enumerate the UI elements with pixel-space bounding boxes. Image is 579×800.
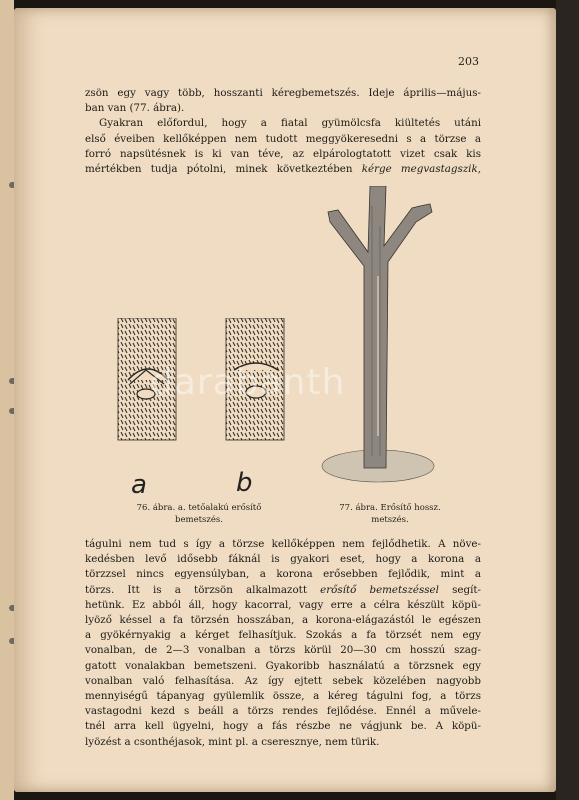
- caption-line: bemetszés.: [175, 515, 223, 525]
- text-line: zsön egy vagy több, hosszanti kéregbemetszés. Ideje április—május-: [85, 87, 481, 99]
- text-line: kedésben levő idősebb fáknál is gyakori eset, hogy a korona a: [85, 553, 481, 566]
- figure-77-caption: [320, 502, 460, 526]
- text-line: Gyakran előfordul, hogy a fiatal gyümölcsfa kiültetés utáni: [99, 117, 481, 130]
- book-edge: [556, 0, 579, 800]
- text-line: [85, 583, 481, 598]
- figure-label-a: a: [131, 470, 147, 500]
- caption-line: 76. ábra. a. tetőalakú erősítő: [136, 503, 262, 513]
- caption-line: 77. ábra. Erősítő hossz.: [339, 503, 441, 513]
- text-line: törzzsel nincs egyensúlyban, a korona erősebben fejlődik, mint a: [85, 568, 481, 581]
- text-line: hetünk. Ez abból áll, hogy kacorral, vagy erre a célra készült köpü-: [85, 598, 481, 611]
- italic-phrase: kérge megvastagszik,: [361, 163, 481, 176]
- text-line: vastagodni kezd s beáll a törzs rendes fejlődése. Ennél a művele-: [85, 705, 481, 718]
- text-line: forró napsütésnek is ki van téve, az elpárologtatott vizet csak kis: [85, 147, 481, 160]
- text-line: tnél arra kell ügyelni, hogy a fás részbe ne vágjunk be. A köpü-: [85, 720, 481, 733]
- figure-76-caption: [114, 502, 284, 526]
- text-line: gatott vonalakban bemetszeni. Gyakoribb használatú a törzsnek egy: [85, 659, 481, 672]
- text-line: lyöző késsel a fa törzsén hosszában, a korona-elágazástól le egészen: [85, 614, 481, 627]
- figure-77-tree-illustration: [320, 186, 450, 492]
- top-paragraph: [85, 86, 481, 177]
- text-line: tágulni nem tud s így a törzse kellőképpen nem fejlődhetik. A növe-: [85, 538, 481, 550]
- text-fragment: mértékben tudja pótolni, minek következtében: [85, 163, 353, 176]
- text-line: mennyiségű tápanyag gyülemlik össze, a kéreg tágulni fog, a törzs: [85, 690, 481, 703]
- text-line: lyözést a csonthéjasok, mint pl. a cseresznye, nem türik.: [85, 735, 380, 748]
- text-line: a gyökérnyakig a kérget felhasítjuk. Szokás a fa törzsét nem egy: [85, 629, 481, 642]
- italic-phrase: erősítő bemetszéssel: [320, 583, 439, 596]
- text-line: [85, 162, 481, 177]
- watermark: darabanth: [150, 362, 346, 403]
- figure-label-b: b: [236, 468, 253, 498]
- text-fragment: segít-: [452, 583, 482, 596]
- text-line: ban van (77. ábra).: [85, 102, 185, 115]
- bottom-paragraph: [85, 537, 481, 750]
- text-line: vonalban való felhasítása. Az így ejtett sebek közelében nagyobb: [85, 674, 481, 687]
- binding-strip: [0, 0, 14, 800]
- text-line: első éveiben kellőképpen nem tudott meggyökeresedni s a törzse a: [85, 132, 481, 145]
- caption-line: metszés.: [371, 515, 409, 525]
- page-number: 203: [458, 55, 479, 68]
- text-fragment: törzs. Itt is a törzsön alkalmazott: [85, 583, 307, 596]
- text-line: vonalban, de 2—3 vonalban a törzs körül 20—30 cm hosszú szag-: [85, 644, 481, 657]
